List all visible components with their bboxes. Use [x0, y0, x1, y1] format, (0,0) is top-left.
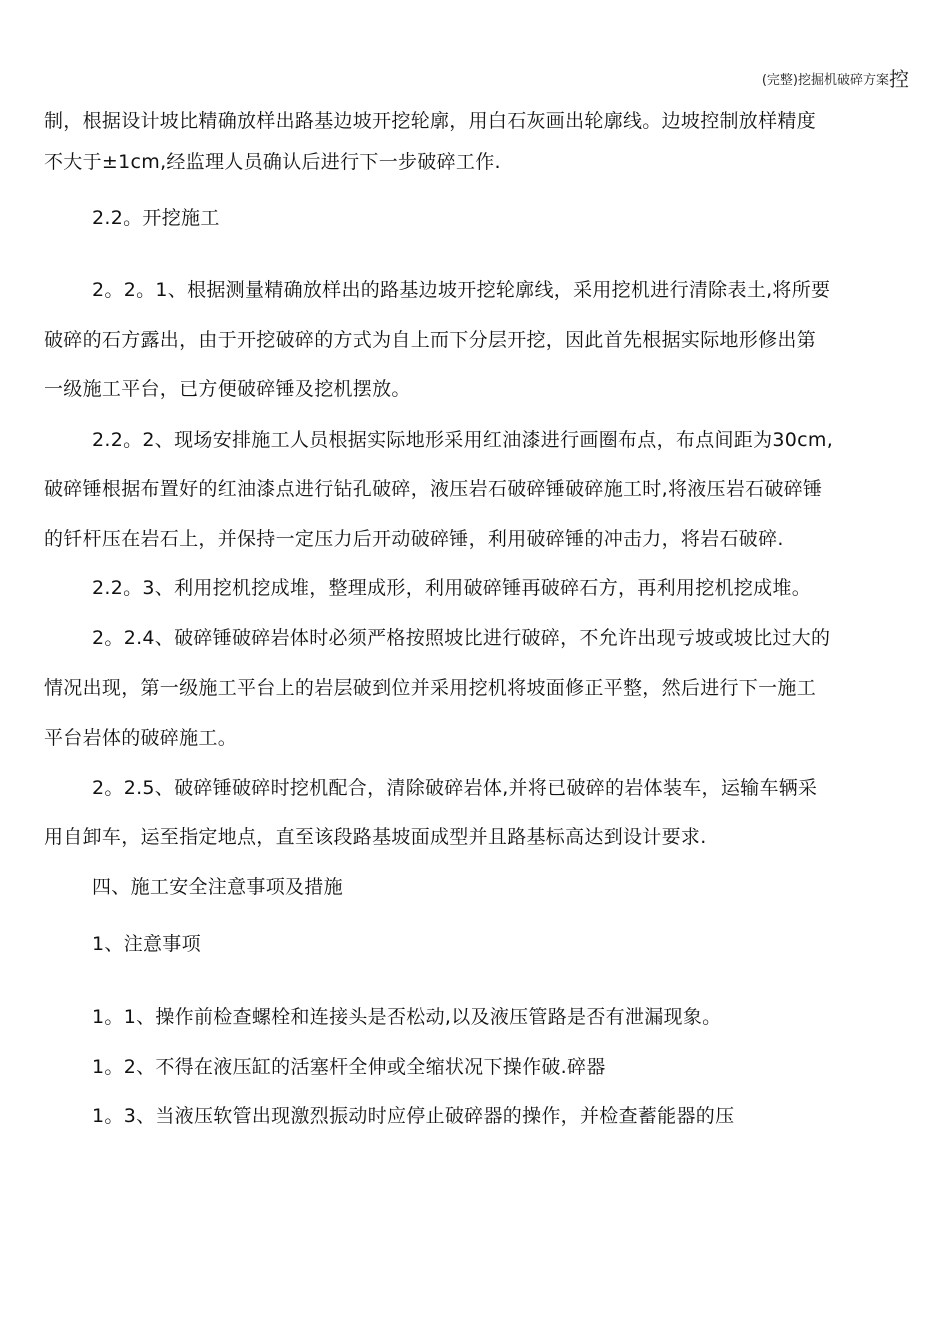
text-line: 制，根据设计坡比精确放样出路基边坡开挖轮廓，用白石灰画出轮廓线。边坡控制放样精度 — [44, 110, 817, 132]
text-line: 一级施工平台，已方便破碎锤及挖机摆放。 — [44, 378, 411, 400]
text-line: 情况出现，第一级施工平台上的岩层破到位并采用挖机将坡面修正平整，然后进行下一施工 — [44, 677, 817, 699]
text-line: 平台岩体的破碎施工。 — [44, 727, 238, 749]
text-line: 2。2.5、破碎锤破碎时挖机配合，清除破碎岩体,并将已破碎的岩体装车，运输车辆采 — [92, 777, 818, 799]
text-line: 2。2.4、破碎锤破碎岩体时必须严格按照坡比进行破碎，不允许出现亏坡或坡比过大的 — [92, 627, 831, 649]
header-tail-char: 控 — [889, 67, 909, 91]
section-heading: 2.2。开挖施工 — [92, 207, 220, 229]
text-line: 2.2。2、现场安排施工人员根据实际地形采用红油漆进行画圈布点，布点间距为30cm, — [92, 429, 834, 451]
subsection-heading: 1、注意事项 — [92, 933, 201, 955]
text-line: 1。3、当液压软管出现激烈振动时应停止破碎器的操作，并检查蓄能器的压 — [92, 1105, 735, 1127]
text-line: 1。2、不得在液压缸的活塞杆全伸或全缩状况下操作破.碎器 — [92, 1056, 606, 1078]
text-line: 1。1、操作前检查螺栓和连接头是否松动,以及液压管路是否有泄漏现象。 — [92, 1006, 722, 1028]
text-line: 的钎杆压在岩石上，并保持一定压力后开动破碎锤，利用破碎锤的冲击力，将岩石破碎. — [44, 528, 784, 550]
text-line: 不大于±1cm,经监理人员确认后进行下一步破碎工作. — [44, 151, 501, 173]
section-heading: 四、施工安全注意事项及措施 — [92, 876, 343, 898]
text-line: 用自卸车，运至指定地点，直至该段路基坡面成型并且路基标高达到设计要求. — [44, 826, 707, 848]
text-line: 2。2。1、根据测量精确放样出的路基边坡开挖轮廓线，采用挖机进行清除表土,将所要 — [92, 279, 831, 301]
text-line: 2.2。3、利用挖机挖成堆，整理成形，利用破碎锤再破碎石方，再利用挖机挖成堆。 — [92, 577, 812, 599]
text-line: 破碎的石方露出，由于开挖破碎的方式为自上而下分层开挖，因此首先根据实际地形修出第 — [44, 329, 817, 351]
text-line: 破碎锤根据布置好的红油漆点进行钻孔破碎，液压岩石破碎锤破碎施工时,将液压岩石破碎锤 — [44, 478, 823, 500]
document-title: (完整)挖掘机破碎方案 — [761, 73, 889, 88]
